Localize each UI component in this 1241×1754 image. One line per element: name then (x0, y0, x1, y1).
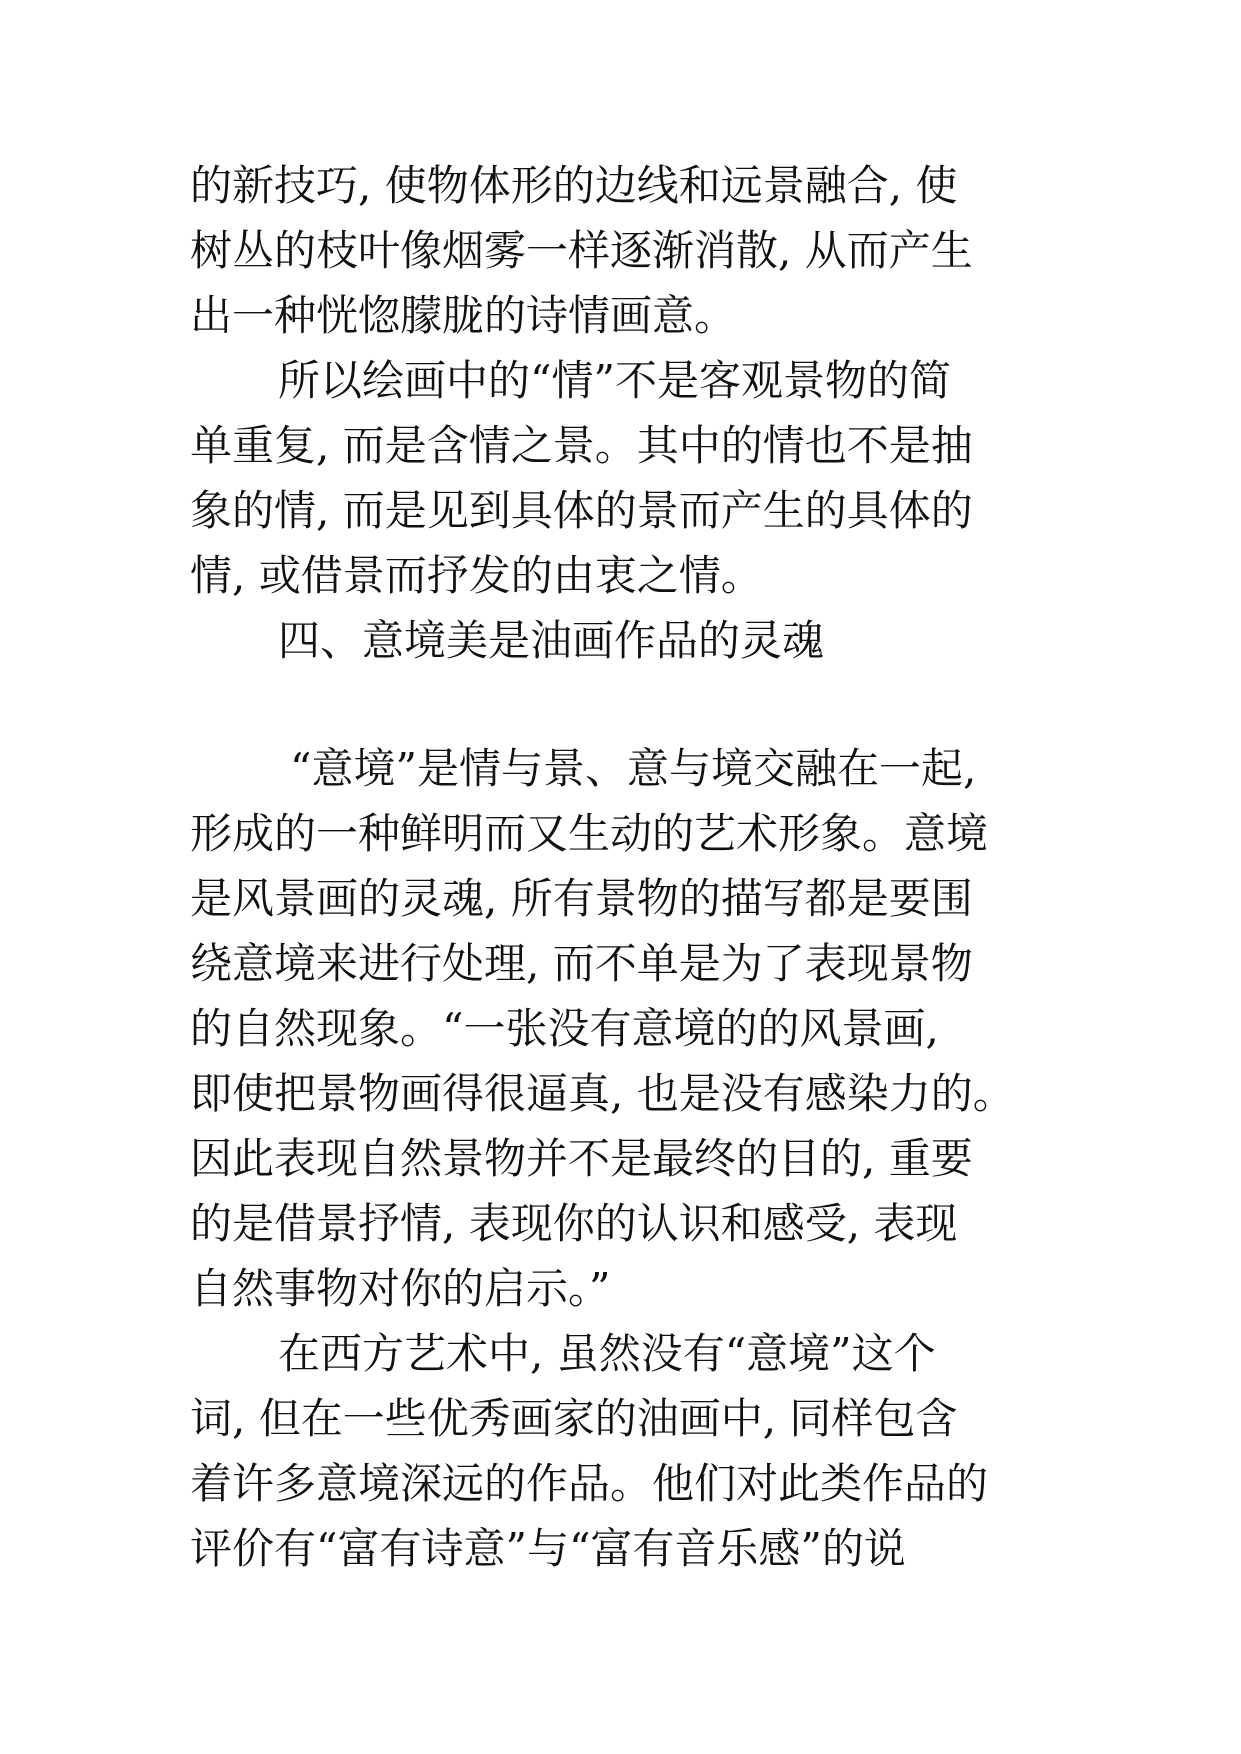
text-line: 情, 或借景而抒发的由衷之情。 (190, 551, 763, 600)
text-line: 是风景画的灵魂, 所有景物的描写都是要围 (190, 874, 973, 923)
text-line: 单重复, 而是含情之景。其中的情也不是抽 (190, 421, 973, 470)
paragraph-first-line: “意境”是情与景、意与境交融在一起, (290, 744, 977, 793)
text-line: 自然事物对你的启示。” (190, 1264, 611, 1313)
section-heading: 四、意境美是油画作品的灵魂 (278, 616, 825, 665)
text-line: 树丛的枝叶像烟雾一样逐渐消散, 从而产生 (190, 226, 973, 275)
text-line: 的新技巧, 使物体形的边线和远景融合, 使 (190, 161, 958, 210)
text-line: 象的情, 而是见到具体的景而产生的具体的 (190, 486, 973, 535)
text-line: 因此表现自然景物并不是最终的目的, 重要 (190, 1134, 973, 1183)
text-line: 的是借景抒情, 表现你的认识和感受, 表现 (190, 1199, 958, 1248)
text-line: 评价有“富有诗意”与“富有音乐感”的说 (190, 1524, 906, 1573)
text-line: 即使把景物画得很逼真, 也是没有感染力的。 (190, 1069, 1015, 1118)
paragraph-first-line: 所以绘画中的“情”不是客观景物的简 (278, 356, 951, 405)
text-line: 的自然现象。“一张没有意境的的风景画, (190, 1004, 939, 1053)
paragraph-first-line: 在西方艺术中, 虽然没有“意境”这个 (278, 1329, 936, 1378)
text-line: 绕意境来进行处理, 而不单是为了表现景物 (190, 939, 973, 988)
text-line: 形成的一种鲜明而又生动的艺术形象。意境 (190, 809, 989, 858)
text-line: 出一种恍惚朦胧的诗情画意。 (190, 291, 737, 340)
text-line: 着许多意境深远的作品。他们对此类作品的 (190, 1459, 989, 1508)
text-line: 词, 但在一些优秀画家的油画中, 同样包含 (190, 1394, 958, 1443)
